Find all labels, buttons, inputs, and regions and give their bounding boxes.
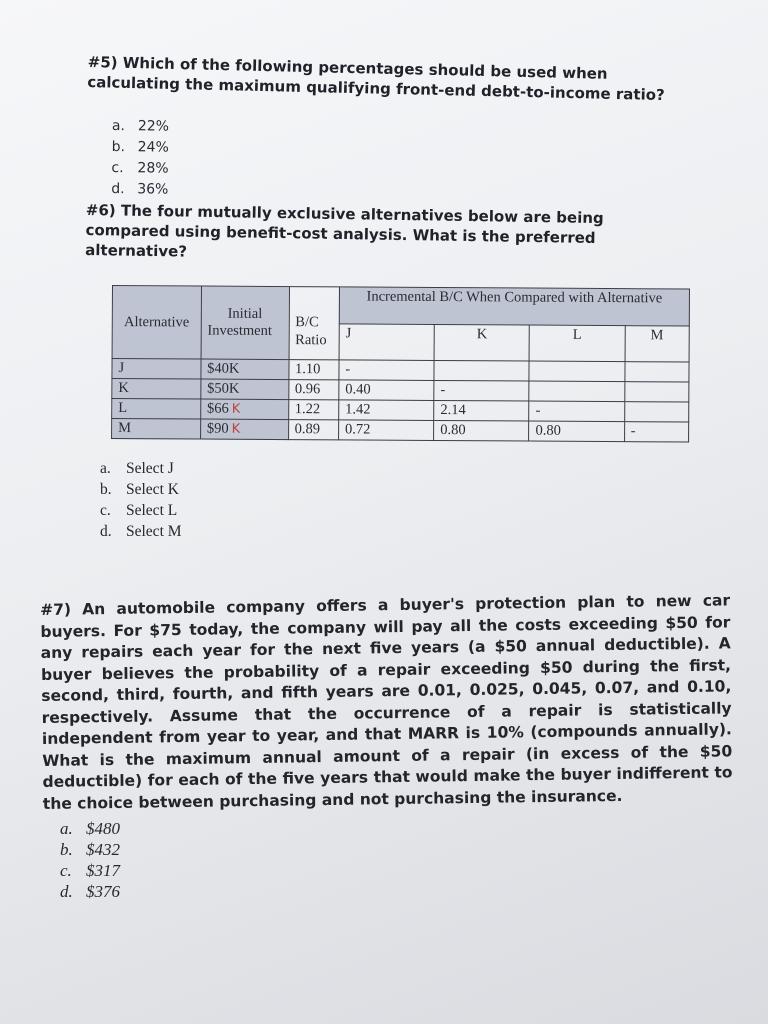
cell-m	[624, 402, 689, 422]
option-letter: a.	[100, 460, 111, 477]
cell-investment	[201, 359, 289, 380]
header-bc-line2: Ratio	[295, 332, 327, 349]
cell-j: 1.42	[339, 400, 434, 421]
bc-table-container	[111, 285, 690, 443]
cell-investment	[201, 379, 289, 400]
question-7-text: #7) An automobile company offers a buyer's protection plan to new car buyers. For $75 today, the company will pay all the costs exceeding $50 for any repairs each year for the next five years (a $50 annual deductible). A buyer believes the probability of a repair exceeding $50 during the first, second, third, fourth, and fifth years are 0.01, 0.025, 0.045, 0.07, and 0.10, respectively. Assume that the occurrence of a repair is statistically independent from year to year, and that MARR is 10% (compounds annually). What is the maximum annual amount of a repair (in excess of the $50 deductible) for each of the five years that would make the buyer indifferent to the choice between purchasing and not purchasing the insurance.	[40, 591, 733, 813]
cell-alt: J	[112, 359, 201, 380]
option-text: Select L	[126, 502, 178, 519]
cell-l	[529, 361, 624, 382]
option-item	[60, 839, 120, 860]
cell-m	[625, 362, 690, 382]
cell-j: 0.72	[338, 420, 433, 441]
investment-value: $66	[206, 400, 229, 417]
header-alternative: Alternative	[112, 286, 201, 360]
investment-value: $40K	[207, 360, 240, 377]
option-item	[60, 818, 120, 839]
cell-investment	[200, 399, 288, 420]
cell-alt: M	[112, 419, 201, 440]
cell-bc: 1.22	[288, 400, 338, 420]
option-item	[112, 116, 169, 138]
cell-l: 0.80	[529, 421, 624, 442]
option-text: 28%	[137, 160, 169, 177]
investment-unit: K	[231, 421, 241, 437]
option-text: 24%	[137, 139, 169, 156]
option-letter: b.	[100, 481, 112, 498]
cell-k: -	[434, 380, 529, 401]
option-item	[100, 479, 182, 500]
option-item	[60, 881, 120, 902]
option-text: Select M	[126, 523, 182, 540]
cell-alt: K	[112, 379, 201, 400]
cell-bc: 0.96	[288, 380, 338, 400]
cell-k	[434, 360, 529, 381]
question-5-text: #5) Which of the following percentages should be used when calculating the maximum qualifying front-end debt-to-income ratio?	[87, 52, 665, 105]
incremental-bc-table	[111, 285, 690, 443]
option-text: $432	[86, 840, 120, 859]
option-item	[112, 137, 169, 159]
option-letter: b.	[60, 840, 73, 859]
option-text: $480	[86, 819, 120, 838]
cell-investment	[200, 419, 288, 440]
option-letter: d.	[60, 882, 73, 901]
question-6-text: #6) The four mutually exclusive alternatives below are being compared using benefit-cost analysis. What is the preferred alternative?	[85, 200, 604, 261]
option-item	[60, 860, 120, 881]
option-letter: c.	[111, 159, 124, 177]
option-text: $376	[86, 882, 120, 901]
header-incremental: Incremental B/C When Compared with Alternative	[339, 287, 689, 326]
cell-alt: L	[112, 399, 201, 420]
option-letter: a.	[111, 117, 126, 135]
header-bc-line1: B/C	[295, 314, 319, 331]
cell-l	[529, 381, 624, 402]
header-initial-investment	[201, 286, 289, 360]
header-bc-ratio	[289, 287, 340, 360]
header-col-k: K	[434, 324, 529, 361]
question-7-options	[60, 818, 120, 902]
header-initial-line2: Investment	[207, 322, 272, 339]
cell-k: 0.80	[434, 420, 529, 441]
option-item	[111, 179, 168, 201]
option-item	[100, 500, 182, 521]
option-text: $317	[86, 861, 120, 880]
option-item	[111, 158, 168, 180]
header-col-l: L	[529, 325, 624, 362]
option-item	[100, 521, 182, 542]
table-row	[112, 419, 689, 443]
option-letter: b.	[111, 138, 126, 156]
question-6-options	[100, 458, 182, 542]
cell-k: 2.14	[434, 400, 529, 421]
investment-unit: K	[231, 401, 241, 417]
option-letter: d.	[100, 523, 112, 540]
option-letter: d.	[111, 180, 125, 198]
cell-bc: 1.10	[288, 360, 338, 380]
investment-value: $90	[206, 420, 229, 437]
header-initial-line1: Initial	[227, 305, 263, 322]
option-text: Select J	[126, 460, 174, 477]
cell-m	[624, 382, 689, 402]
investment-value: $50K	[207, 380, 240, 397]
cell-m: -	[624, 422, 689, 442]
option-letter: a.	[60, 819, 73, 838]
question-5-options	[111, 116, 169, 201]
option-text: Select K	[126, 481, 179, 498]
option-text: 36%	[137, 181, 169, 198]
cell-j: -	[339, 360, 434, 381]
header-col-m: M	[625, 325, 690, 362]
option-item	[100, 458, 182, 479]
cell-j: 0.40	[339, 380, 434, 401]
option-letter: c.	[60, 861, 72, 880]
cell-bc: 0.89	[288, 420, 338, 440]
header-col-j: J	[339, 323, 434, 360]
option-letter: c.	[100, 502, 111, 519]
option-text: 22%	[137, 118, 170, 135]
cell-l: -	[529, 401, 624, 422]
